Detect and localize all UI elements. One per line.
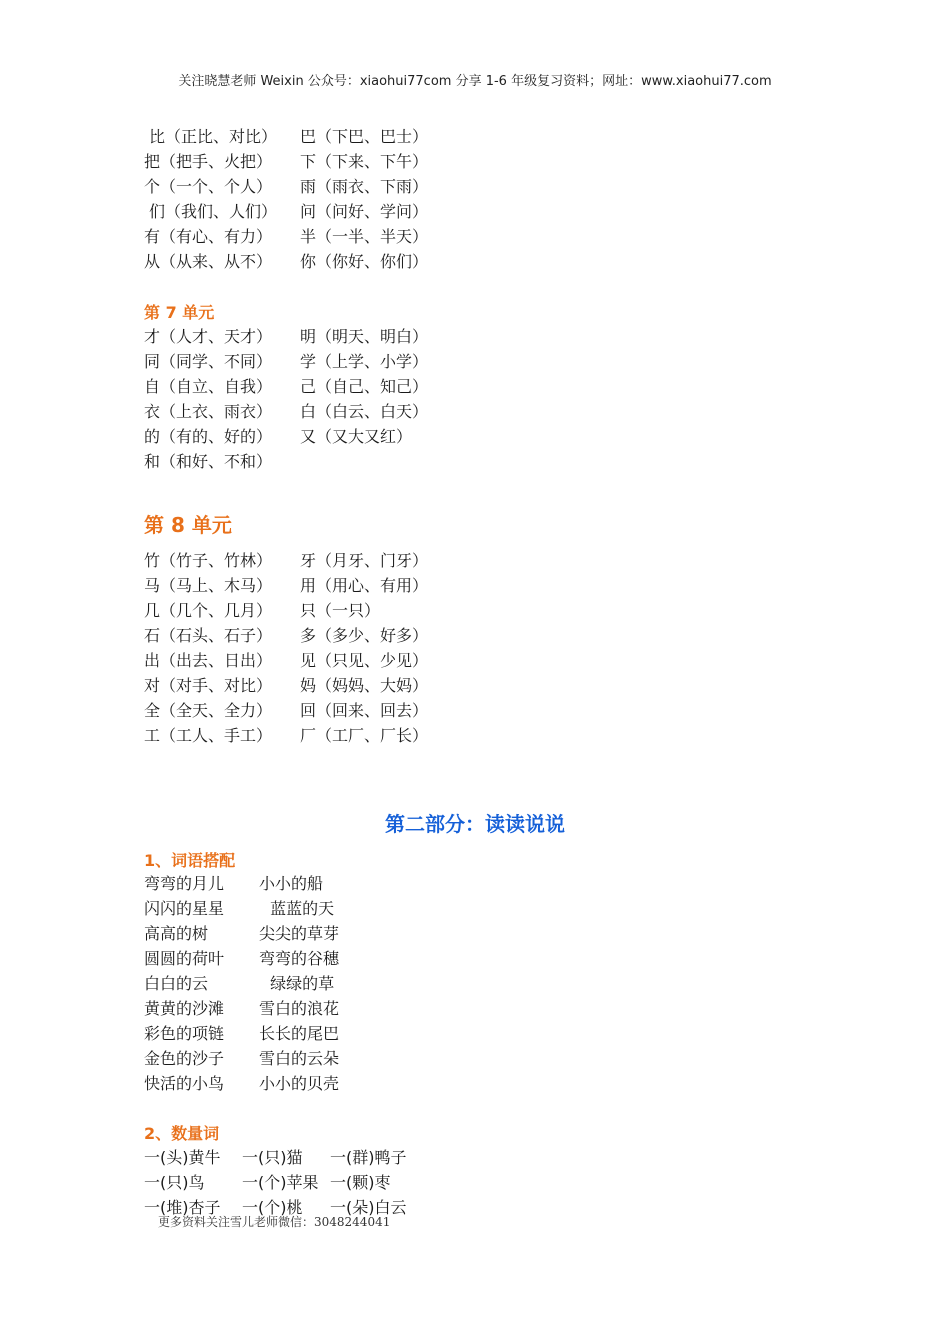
word-entry: 见（只见、少见） xyxy=(300,651,429,670)
word-entry: 把（把手、火把） xyxy=(144,152,273,171)
measure-word-list xyxy=(144,1145,407,1220)
word-entry: 几（几个、几月） xyxy=(144,601,273,620)
word-row xyxy=(144,349,428,374)
phrase-entry: 金色的沙子 xyxy=(144,1049,225,1068)
phrase-entry: 小小的船 xyxy=(259,874,324,893)
word-row xyxy=(144,149,428,174)
word-row xyxy=(144,449,428,474)
phrase-row xyxy=(144,896,339,921)
word-row xyxy=(144,548,428,573)
word-entry: 才（人才、天才） xyxy=(144,327,273,346)
measure-entry: 一(个)苹果 xyxy=(242,1173,319,1192)
word-entry: 竹（竹子、竹林） xyxy=(144,551,273,570)
unit6-word-list xyxy=(144,124,428,274)
word-entry: 厂（工厂、厂长） xyxy=(300,726,429,745)
word-row xyxy=(144,648,428,673)
measure-row xyxy=(144,1170,407,1195)
phrase-row xyxy=(144,946,339,971)
unit7-heading: 第 7 单元 xyxy=(144,303,215,322)
phrase-entry: 圆圆的荷叶 xyxy=(144,949,225,968)
word-entry: 下（下来、下午） xyxy=(300,152,429,171)
unit8-heading: 第 8 单元 xyxy=(144,513,232,537)
word-entry: 牙（月牙、门牙） xyxy=(300,551,429,570)
word-entry: 用（用心、有用） xyxy=(300,576,429,595)
phrase-entry: 小小的贝壳 xyxy=(259,1074,340,1093)
phrase-row xyxy=(144,971,339,996)
measure-entry: 一(头)黄牛 xyxy=(144,1148,221,1167)
word-row xyxy=(144,199,428,224)
phrase-row xyxy=(144,996,339,1021)
word-entry: 出（出去、日出） xyxy=(144,651,273,670)
word-row xyxy=(144,249,428,274)
section2-heading: 2、数量词 xyxy=(144,1124,220,1143)
word-entry: 学（上学、小学） xyxy=(300,352,429,371)
measure-entry: 一(朵)白云 xyxy=(330,1198,407,1217)
word-row xyxy=(144,623,428,648)
word-entry: 衣（上衣、雨衣） xyxy=(144,402,273,421)
measure-entry: 一(只)猫 xyxy=(242,1148,303,1167)
word-row xyxy=(144,573,428,598)
word-row xyxy=(144,374,428,399)
word-entry: 半（一半、半天） xyxy=(300,227,429,246)
word-entry: 全（全天、全力） xyxy=(144,701,273,720)
word-row xyxy=(144,424,428,449)
word-entry: 巴（下巴、巴士） xyxy=(300,127,429,146)
word-entry: 对（对手、对比） xyxy=(144,676,273,695)
word-entry: 己（自己、知己） xyxy=(300,377,429,396)
phrase-entry: 尖尖的草芽 xyxy=(259,924,340,943)
phrase-entry: 白白的云 xyxy=(144,974,209,993)
word-entry: 的（有的、好的） xyxy=(144,427,273,446)
phrase-entry: 弯弯的谷穗 xyxy=(259,949,340,968)
word-row xyxy=(144,399,428,424)
word-entry: 回（回来、回去） xyxy=(300,701,429,720)
phrase-list xyxy=(144,871,339,1096)
measure-entry: 一(只)鸟 xyxy=(144,1173,205,1192)
phrase-entry: 长长的尾巴 xyxy=(259,1024,340,1043)
word-row xyxy=(144,324,428,349)
word-entry: 马（马上、木马） xyxy=(144,576,273,595)
phrase-entry: 雪白的浪花 xyxy=(259,999,340,1018)
word-entry: 明（明天、明白） xyxy=(300,327,429,346)
measure-entry: 一(颗)枣 xyxy=(330,1173,391,1192)
word-entry: 们（我们、人们） xyxy=(149,202,278,221)
phrase-entry: 绿绿的草 xyxy=(265,974,335,993)
word-row xyxy=(144,598,428,623)
word-entry: 和（和好、不和） xyxy=(144,452,273,471)
phrase-entry: 闪闪的星星 xyxy=(144,899,225,918)
word-row xyxy=(144,723,428,748)
word-row xyxy=(144,174,428,199)
word-row xyxy=(144,673,428,698)
word-entry: 同（同学、不同） xyxy=(144,352,273,371)
word-entry: 白（白云、白天） xyxy=(300,402,429,421)
word-row xyxy=(144,124,428,149)
unit7-word-list xyxy=(144,324,428,474)
word-entry: 比（正比、对比） xyxy=(149,127,278,146)
word-entry: 石（石头、石子） xyxy=(144,626,273,645)
word-entry: 问（问好、学问） xyxy=(300,202,429,221)
phrase-row xyxy=(144,1071,339,1096)
word-entry: 工（工人、手工） xyxy=(144,726,273,745)
measure-row xyxy=(144,1145,407,1170)
word-entry: 个（一个、个人） xyxy=(144,177,273,196)
phrase-entry: 高高的树 xyxy=(144,924,209,943)
phrase-entry: 蓝蓝的天 xyxy=(265,899,335,918)
phrase-row xyxy=(144,1021,339,1046)
phrase-row xyxy=(144,871,339,896)
word-entry: 你（你好、你们） xyxy=(300,252,429,271)
measure-entry: 一(个)桃 xyxy=(242,1198,303,1217)
unit8-word-list xyxy=(144,548,428,748)
word-entry: 多（多少、好多） xyxy=(300,626,429,645)
word-entry: 雨（雨衣、下雨） xyxy=(300,177,429,196)
page-footer: 更多资料关注雪儿老师微信：3048244041 xyxy=(158,1215,391,1229)
measure-entry: 一(堆)杏子 xyxy=(144,1198,221,1217)
phrase-row xyxy=(144,921,339,946)
phrase-entry: 快活的小鸟 xyxy=(144,1074,225,1093)
phrase-entry: 彩色的项链 xyxy=(144,1024,225,1043)
measure-entry: 一(群)鸭子 xyxy=(330,1148,407,1167)
phrase-entry: 黄黄的沙滩 xyxy=(144,999,225,1018)
section1-heading: 1、词语搭配 xyxy=(144,851,236,870)
phrase-row xyxy=(144,1046,339,1071)
word-entry: 从（从来、从不） xyxy=(144,252,273,271)
phrase-entry: 弯弯的月儿 xyxy=(144,874,225,893)
word-entry: 自（自立、自我） xyxy=(144,377,273,396)
word-entry: 妈（妈妈、大妈） xyxy=(300,676,429,695)
word-row xyxy=(144,698,428,723)
page-header: 关注晓慧老师 Weixin 公众号：xiaohui77com 分享 1-6 年级复习资料；网址：www.xiaohui77.com xyxy=(178,74,772,89)
word-entry: 有（有心、有力） xyxy=(144,227,273,246)
word-entry: 又（又大又红） xyxy=(300,427,413,446)
word-entry: 只（一只） xyxy=(300,601,381,620)
phrase-entry: 雪白的云朵 xyxy=(259,1049,340,1068)
word-row xyxy=(144,224,428,249)
part2-heading: 第二部分：读读说说 xyxy=(385,812,565,836)
